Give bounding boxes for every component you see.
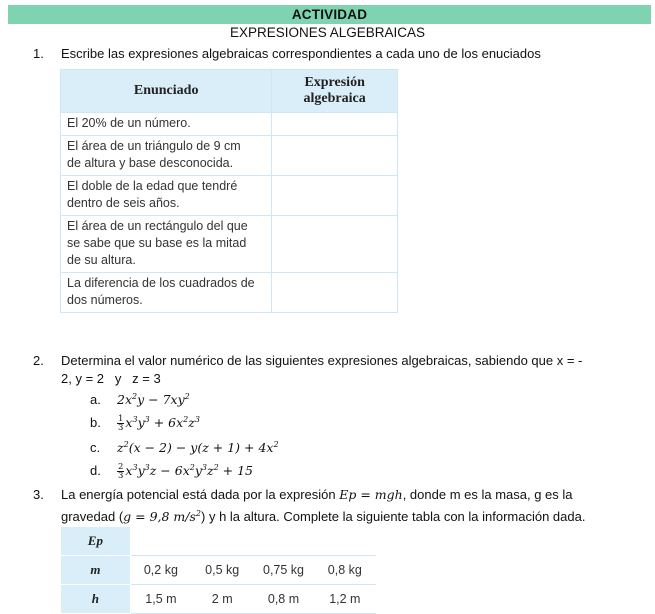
statement-cell xyxy=(61,273,272,313)
answer-cell[interactable] xyxy=(272,176,398,216)
mass-cell: 0,75 kg xyxy=(253,556,314,585)
question-2-text-line1: Determina el valor numérico de las siguientes expresiones algebraicas, sabiendo que x = - xyxy=(61,353,583,368)
statement-line: de altura y base desconocida. xyxy=(67,156,234,170)
question-3-number: 3. xyxy=(33,487,44,502)
mass-cell: 0,5 kg xyxy=(192,556,253,585)
question-1-number: 1. xyxy=(33,46,44,61)
height-cell: 2 m xyxy=(192,585,253,614)
header-enunciado: Enunciado xyxy=(61,70,272,113)
worksheet-subtitle: EXPRESIONES ALGEBRAICAS xyxy=(229,25,426,40)
fraction-one-third: $\frac{1}{3}$ xyxy=(118,414,124,433)
expression-d-math: $\frac{2}{3}$ $x^3y^3z - 6x^2y^3z^2 + 15$ xyxy=(118,462,254,481)
activity-banner xyxy=(8,5,651,24)
potential-energy-formula: Ep = mgh xyxy=(339,487,403,502)
table-row xyxy=(61,216,398,273)
mass-cell: 0,2 kg xyxy=(130,556,191,585)
question-3 xyxy=(33,486,653,504)
table-row xyxy=(61,556,376,585)
question-2 xyxy=(33,352,653,370)
height-cell: 0,8 m xyxy=(253,585,314,614)
expression-c-math: $z^2(x - 2) - y(z + 1) + 4x^2$ xyxy=(117,440,279,455)
question-3-text-d: ) y h la altura. Complete la siguiente tabla con la información dada. xyxy=(201,509,586,524)
expression-c xyxy=(90,436,279,456)
gravity-exponent: 2 xyxy=(195,509,202,518)
expression-b-math: $\frac{1}{3}$ $x^3y^3 + 6x^2z^3$ xyxy=(118,414,200,433)
row-label-ep: Ep xyxy=(61,527,131,556)
expression-d xyxy=(90,459,253,480)
question-3-text-b: , donde m es la masa, g es la xyxy=(402,487,573,502)
statement-line: dentro de seis años. xyxy=(67,196,180,210)
expression-a-math: $2x^2y - 7xy^2$ xyxy=(117,392,190,407)
question-3-text-c: gravedad ( xyxy=(61,509,124,524)
activity-title: ACTIVIDAD xyxy=(291,7,368,22)
question-3-line2 xyxy=(61,505,653,526)
row-label-h: h xyxy=(61,585,131,614)
gravity-value: g = 9,8 m/s xyxy=(123,509,196,524)
item-a-letter: a. xyxy=(90,392,101,407)
question-1-text: Escribe las expresiones algebraicas correspondientes a cada uno de los enuciados xyxy=(61,46,541,61)
statements-table xyxy=(60,69,398,313)
header-expresion-line2: algebraica xyxy=(303,91,366,106)
question-2-values: 2, y = 2 y z = 3 xyxy=(61,371,161,386)
statement-line: dos números. xyxy=(67,293,143,307)
statement-line: El doble de la edad que tendré xyxy=(67,179,238,193)
table-row xyxy=(61,113,398,136)
height-cell: 1,2 m xyxy=(314,585,375,614)
item-c-letter: c. xyxy=(90,440,101,455)
answer-cell[interactable] xyxy=(272,113,398,136)
table-row xyxy=(61,527,376,556)
statement-line: se sabe que su base es la mitad xyxy=(67,236,247,250)
answer-cell[interactable] xyxy=(272,273,398,313)
table-row xyxy=(61,176,398,216)
header-expresion-line1: Expresión xyxy=(304,75,365,90)
statement-cell xyxy=(61,136,272,176)
ep-answer-cell[interactable] xyxy=(253,527,314,556)
item-d-letter: d. xyxy=(90,463,101,478)
fraction-two-thirds: $\frac{2}{3}$ xyxy=(118,462,124,481)
ep-answer-cell[interactable] xyxy=(314,527,375,556)
table-row xyxy=(61,273,398,313)
row-label-m: m xyxy=(61,556,131,585)
mass-cell: 0,8 kg xyxy=(314,556,375,585)
statement-line: La diferencia de los cuadrados de xyxy=(67,276,255,290)
ep-answer-cell[interactable] xyxy=(192,527,253,556)
expression-b xyxy=(90,411,200,432)
ep-answer-cell[interactable] xyxy=(130,527,191,556)
question-3-text-a: La energía potencial está dada por la expresión xyxy=(61,487,340,502)
statements-table-header xyxy=(61,70,398,113)
table-row xyxy=(61,136,398,176)
energy-table xyxy=(60,526,376,614)
item-b-letter: b. xyxy=(90,415,101,430)
statement-cell xyxy=(61,176,272,216)
answer-cell[interactable] xyxy=(272,216,398,273)
expression-a xyxy=(90,388,190,408)
statement-cell xyxy=(61,113,272,136)
statement-line: El área de un triángulo de 9 cm xyxy=(67,139,241,153)
header-expresion xyxy=(272,70,398,113)
height-cell: 1,5 m xyxy=(130,585,191,614)
statement-line: El 20% de un número. xyxy=(67,116,191,130)
statement-line: de su altura. xyxy=(67,253,136,267)
statement-cell xyxy=(61,216,272,273)
table-row xyxy=(61,585,376,614)
answer-cell[interactable] xyxy=(272,136,398,176)
question-1 xyxy=(33,45,541,63)
question-2-number: 2. xyxy=(33,353,44,368)
statement-line: El área de un rectángulo del que xyxy=(67,219,248,233)
